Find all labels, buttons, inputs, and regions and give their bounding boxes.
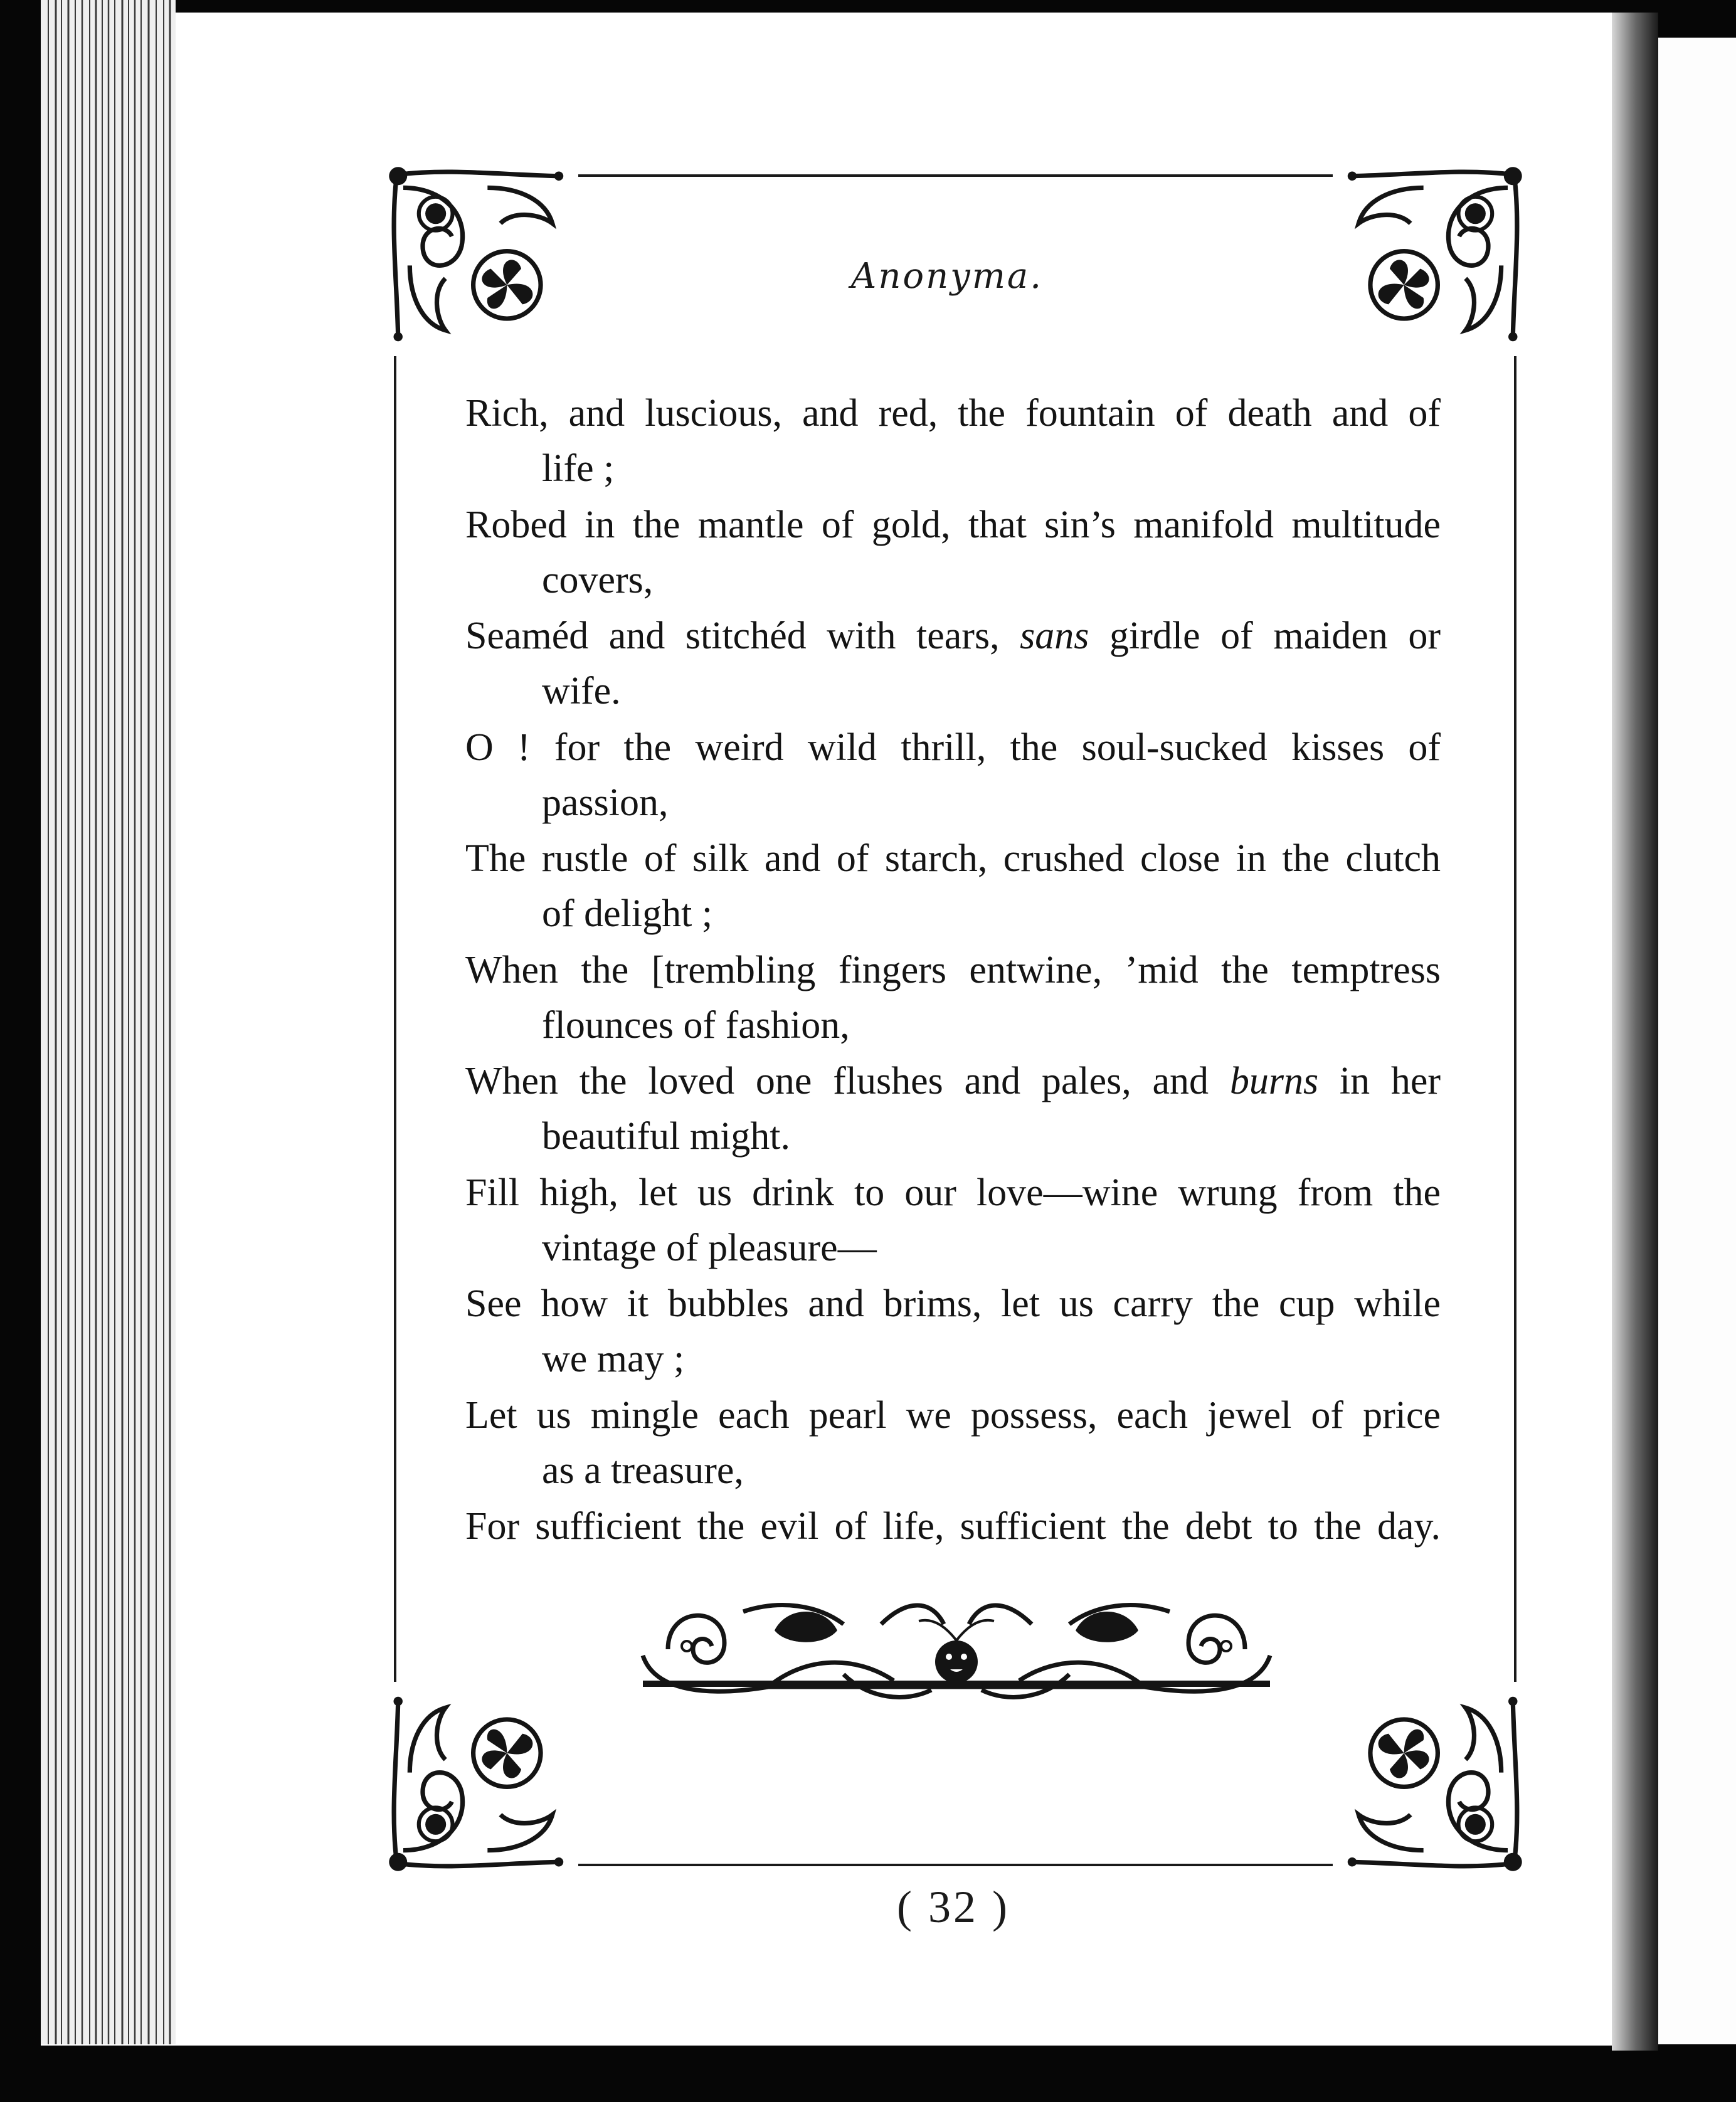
tailpiece-ornament	[618, 1587, 1295, 1712]
verse-text: See how it bubbles and brims, let us carry the cup while	[465, 1282, 1441, 1325]
verse-continuation: flounces of fashion,	[542, 1003, 850, 1047]
verse-continuation: of delight ;	[542, 892, 713, 935]
scan-background-top	[0, 0, 1736, 13]
verse-continuation: covers,	[542, 558, 654, 601]
verse-text	[465, 608, 1441, 663]
verse-line	[465, 497, 1441, 609]
book-page-edges	[41, 0, 176, 2044]
italic-word: sans	[1020, 615, 1089, 657]
verse-text: O ! for the weird wild thrill, the soul-sucked kisses of	[465, 726, 1441, 769]
corner-ornament-top-right	[1333, 162, 1527, 356]
scan-background-left	[0, 0, 41, 2102]
verse-line	[465, 608, 1441, 720]
page-number: ( 32 )	[897, 1882, 1010, 1932]
verse-continuation: passion,	[542, 781, 669, 824]
corner-ornament-bottom-left	[384, 1682, 578, 1876]
verse-line	[465, 1388, 1441, 1499]
poem-body	[465, 386, 1441, 1610]
verse-text: Fill high, let us drink to our love—wine wrung from the	[465, 1171, 1441, 1214]
verse-text: Rich, and luscious, and red, the fountain of death and of	[465, 392, 1441, 435]
scan-background-bottom	[0, 2046, 1736, 2102]
running-title: Anonyma.	[850, 256, 1044, 297]
verse-continuation: beautiful might.	[542, 1115, 791, 1158]
verse-text: For sufficient the evil of life, sufficient the debt to the day.	[465, 1505, 1441, 1548]
verse-text-after: girdle of maiden or	[1109, 615, 1441, 657]
verse-line	[465, 831, 1441, 943]
verse-text-before: Seaméd and stitchéd with tears,	[465, 615, 1000, 657]
verse-continuation: vintage of pleasure—	[542, 1226, 877, 1269]
verse-line	[465, 1276, 1441, 1388]
facing-page-strip	[1658, 38, 1736, 2044]
book-cover-edge	[1612, 13, 1658, 2051]
verse-line	[465, 386, 1441, 497]
verse-text-after: in her	[1339, 1060, 1441, 1102]
verse-continuation: we may ;	[542, 1338, 685, 1380]
corner-ornament-bottom-right	[1333, 1682, 1527, 1876]
italic-word: burns	[1229, 1060, 1319, 1102]
verse-text: Let us mingle each pearl we possess, each jewel of price	[465, 1393, 1441, 1437]
verse-text-before: When the loved one flushes and pales, and	[465, 1060, 1209, 1102]
verse-text	[465, 1054, 1441, 1109]
corner-ornament-top-left	[384, 162, 578, 356]
verse-line	[465, 720, 1441, 832]
verse-line	[465, 1054, 1441, 1165]
verse-line	[465, 943, 1441, 1054]
verse-text: When the [trembling fingers entwine, ’mid the temptress	[465, 948, 1441, 991]
verse-continuation: life ;	[542, 447, 615, 490]
verse-line	[465, 1165, 1441, 1277]
verse-continuation: wife.	[542, 670, 621, 712]
verse-continuation: as a treasure,	[542, 1449, 744, 1492]
verse-text: The rustle of silk and of starch, crushed close in the clutch	[465, 837, 1441, 880]
verse-text: Robed in the mantle of gold, that sin’s manifold multitude	[465, 503, 1441, 546]
